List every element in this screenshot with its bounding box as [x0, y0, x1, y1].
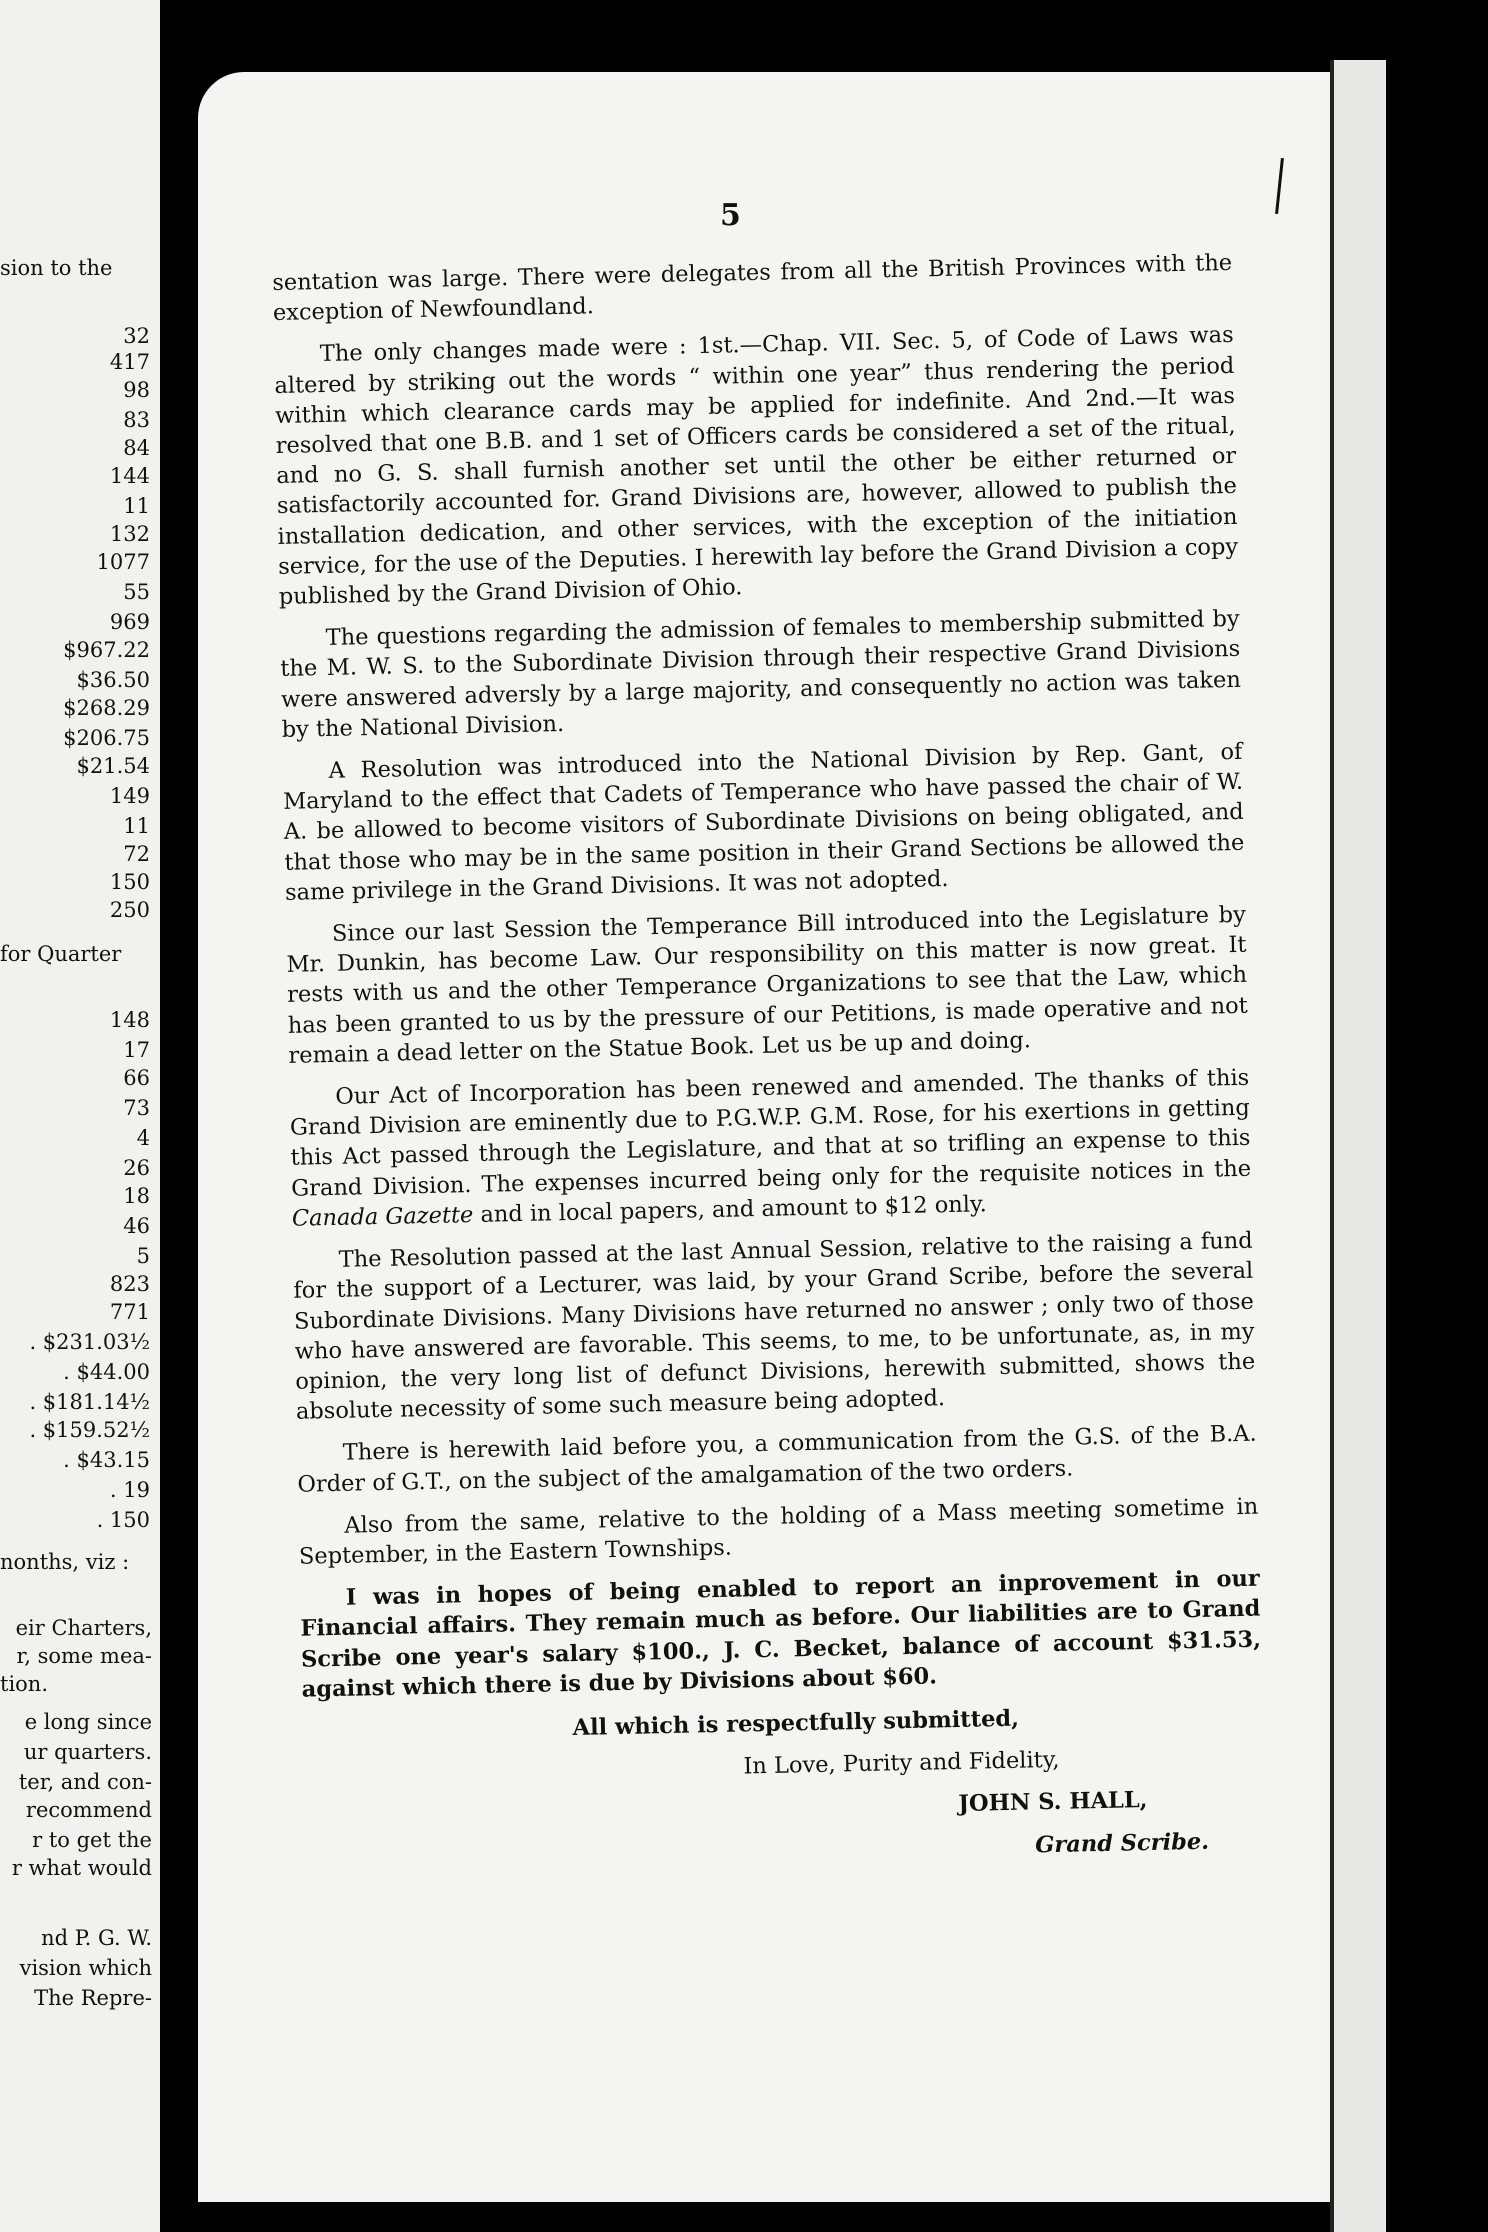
left-page-line: 4 — [136, 1126, 150, 1150]
left-page-line: 823 — [109, 1272, 150, 1296]
left-page-line: ur quarters. — [23, 1740, 152, 1764]
previous-page-fragment — [0, 0, 160, 2232]
closing-salutation: In Love, Purity and Fidelity, — [743, 1746, 1060, 1780]
page-gutter — [160, 0, 198, 2232]
left-page-line: $967.22 — [63, 638, 150, 662]
left-page-line: 17 — [123, 1038, 150, 1062]
paragraph-5: Since our last Session the Temperance Bill introduced into the Legislature by Mr. Dunkin, has become Law. Our responsibility on this matter is now great. It rests with us and the other Temperance Organizations to see that the Law, which has been granted to us by the pressure of our Petitions, is made operative and not remain a dead letter on the Statue Book. Let us be up and doing. — [286, 901, 1248, 1069]
left-page-line: ter, and con- — [18, 1770, 152, 1794]
left-page-line: nd P. G. W. — [41, 1926, 152, 1950]
left-page-line: 55 — [123, 580, 150, 604]
left-page-line: . $44.00 — [63, 1360, 150, 1384]
left-page-line: e long since — [24, 1710, 152, 1734]
left-page-line: 148 — [109, 1008, 150, 1032]
left-page-line: 417 — [109, 350, 150, 374]
left-page-line: 66 — [123, 1066, 150, 1090]
left-page-line: 73 — [123, 1096, 150, 1120]
left-page-line: $21.54 — [76, 754, 150, 778]
paragraph-1: sentation was large. There were delegates from all the British Provinces with the exception of Newfoundland. — [272, 249, 1233, 327]
signature-title: Grand Scribe. — [1034, 1828, 1210, 1858]
left-page-line: eir Charters, — [15, 1616, 152, 1640]
left-page-line: . 150 — [96, 1508, 150, 1532]
left-page-line: . $181.14½ — [29, 1390, 150, 1414]
left-page-line: 72 — [123, 842, 150, 866]
left-page-line: sion to the — [0, 256, 113, 280]
left-page-line: 32 — [123, 324, 150, 348]
paragraph-6-part-1: Our Act of Incorporation has been renewed and amended. The thanks of this Grand Division are eminently due to P.G.W.P. G.M. Rose, for his exertions in getting this Act passed through the Legislature, and that at so trifling an expense to this Grand Division. The expenses incurred being only for the requisite notices in the — [289, 1064, 1252, 1202]
left-page-line: 1077 — [96, 550, 150, 574]
left-page-line: 26 — [123, 1156, 150, 1180]
left-page-line: 98 — [123, 378, 150, 402]
body-text — [272, 248, 1266, 1887]
left-page-line: $36.50 — [76, 668, 150, 692]
left-page-line: 18 — [123, 1184, 150, 1208]
paragraph-8: There is herewith laid before you, a communication from the G.S. of the B.A. Order of G.T., on the subject of the amalgamation of the two orders. — [297, 1420, 1257, 1498]
left-page-line: tion. — [0, 1672, 48, 1696]
paragraph-2: The only changes made were : 1st.—Chap. VII. Sec. 5, of Code of Laws was altered by striking out the words “ within one year” thus rendering the period within which clearance cards may be applied for indefinite. And 2nd.—It was resolved that one B.B. and 1 set of Officers cards be considered a set of the ritual, and no G. S. shall furnish another set until the other be either returned or satisfactorily accounted for. Grand Divisions are, however, allowed to publish the installation dedication, and other services, with the exception of the initiation service, for the use of the Deputies. I herewith lay before the Grand Division a copy published by the Grand Division of Ohio. — [274, 322, 1239, 610]
left-page-line: . $231.03½ — [29, 1330, 150, 1354]
paragraph-6-part-3: and in local papers, and amount to $12 only. — [473, 1191, 988, 1228]
paragraph-3: The questions regarding the admission of females to membership submitted by the M. W. S. to the Subordinate Division through their respective Grand Divisions were answered adversly by a large majority, and consequently no action was taken by the National Division. — [280, 606, 1242, 743]
left-page-line: r to get the — [32, 1828, 152, 1852]
left-page-line: 46 — [123, 1214, 150, 1238]
paragraph-4: A Resolution was introduced into the National Division by Rep. Gant, of Maryland to the effect that Cadets of Temperance who have passed the chair of W. A. be allowed to become visitors of Subordinate Divisions on being obligated, and that those who may be in the same position in their Grand Sections be allowed the same privilege in the Grand Divisions. It was not adopted. — [282, 738, 1245, 906]
left-page-line: r what would — [11, 1856, 152, 1880]
left-page-line: 771 — [109, 1300, 150, 1324]
paragraph-7: The Resolution passed at the last Annual Session, relative to the raising a fund for the support of a Lecturer, was laid, by your Grand Scribe, before the several Subordinate Divisions. Many Divisions have returned no answer ; only two of those who have answered are favorable. This seems, to me, to be unfortunate, as, in my opinion, the very long list of defunct Divisions, herewith submitted, shows the absolute necessity of some such measure being adopted. — [293, 1227, 1256, 1425]
paragraph-6 — [289, 1063, 1252, 1234]
left-page-line: 250 — [109, 898, 150, 922]
left-page-line: The Repre- — [34, 1986, 152, 2010]
left-page-line: 83 — [123, 408, 150, 432]
left-page-line: . $43.15 — [63, 1448, 150, 1472]
left-page-line: . 19 — [109, 1478, 150, 1502]
left-page-line: recommend — [25, 1798, 152, 1822]
left-page-line: r, some mea- — [16, 1644, 152, 1668]
signature-name: JOHN S. HALL, — [958, 1787, 1148, 1818]
left-page-line: 5 — [136, 1244, 150, 1268]
left-page-line: 150 — [109, 870, 150, 894]
left-page-line: 969 — [109, 610, 150, 634]
left-page-line: $206.75 — [63, 726, 150, 750]
left-page-line: . $159.52½ — [29, 1418, 150, 1442]
left-page-line: for Quarter — [0, 942, 122, 966]
page-edge — [1330, 60, 1386, 2232]
left-page-line: 11 — [123, 494, 150, 518]
paragraph-10: I was in hopes of being enabled to report an inprovement in our Financial affairs. They remain much as before. Our liabilities are to Grand Scribe one year's salary $100., J. C. Becket, balance of account $31.53, against which there is due by Divisions about $60. — [300, 1565, 1262, 1703]
left-page-line: $268.29 — [63, 696, 150, 720]
left-page-line: 144 — [109, 464, 150, 488]
left-page-line: 132 — [109, 522, 150, 546]
page-number: 5 — [720, 198, 741, 233]
left-page-line: 11 — [123, 814, 150, 838]
paragraph-9: Also from the same, relative to the holding of a Mass meeting sometime in September, in the Eastern Townships. — [298, 1493, 1259, 1570]
left-page-line: vision which — [19, 1956, 152, 1980]
left-page-line: 149 — [109, 784, 150, 808]
canada-gazette-title: Canada Gazette — [291, 1201, 474, 1232]
left-page-line: nonths, viz : — [0, 1550, 130, 1574]
closing-submitted: All which is respectfully submitted, — [572, 1705, 1020, 1741]
left-page-line: 84 — [123, 436, 150, 460]
